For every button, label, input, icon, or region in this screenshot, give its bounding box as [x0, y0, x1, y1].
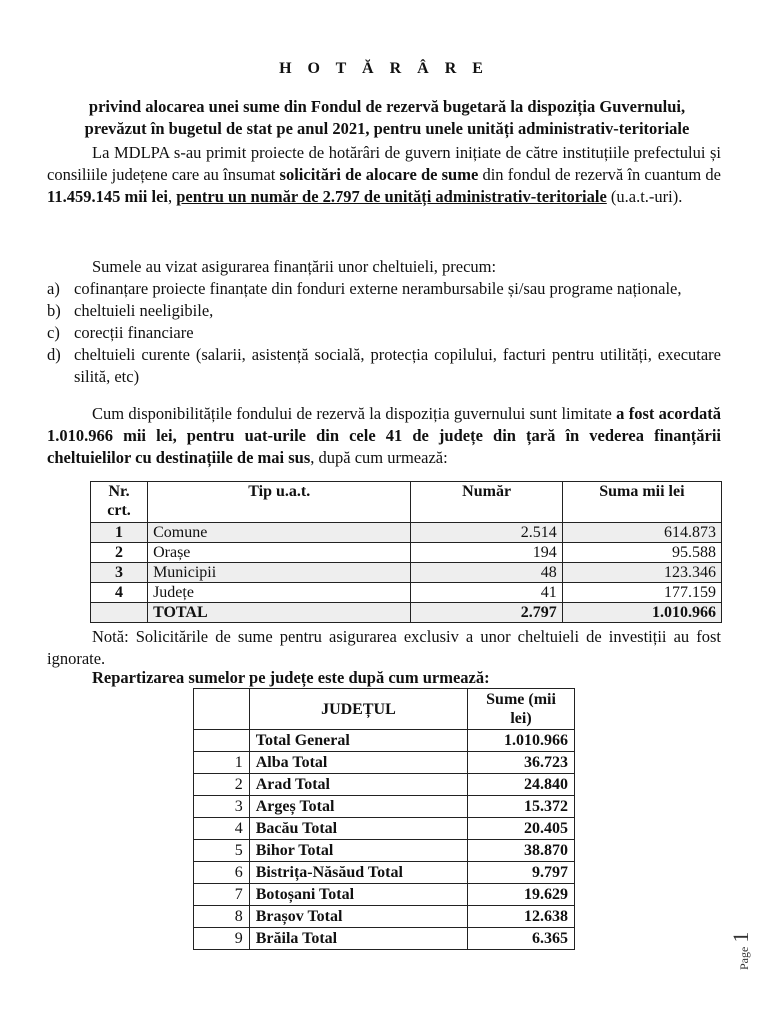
cell-count: 48	[411, 563, 562, 583]
col-header-count: Număr	[411, 482, 562, 523]
table-row	[194, 752, 575, 774]
cell-sum: 9.797	[468, 862, 575, 884]
cell-index: 2	[194, 774, 250, 796]
col-header-index	[194, 689, 250, 730]
cell-nr: 1	[91, 523, 148, 543]
subtitle-line-1: privind alocarea unei sume din Fondul de rezervă bugetară la dispoziția Guvernului,	[88, 97, 686, 116]
col-header-nr: Nr. crt.	[91, 482, 148, 523]
cell-county: Argeș Total	[249, 796, 467, 818]
table-total-row	[91, 603, 722, 623]
table-row	[194, 884, 575, 906]
cell-type: Județe	[148, 583, 411, 603]
cell-sum: 614.873	[562, 523, 721, 543]
allocation-paragraph	[47, 403, 721, 469]
cell-county: Arad Total	[249, 774, 467, 796]
para1-text: ,	[168, 187, 177, 206]
list-item	[47, 322, 721, 344]
expenses-intro: Sumele au vizat asigurarea finanțării unor cheltuieli, precum:	[92, 257, 497, 276]
para3-bold-allocation: a fost acordată 1.010.966 mii lei, pentru uat-urile din cele 41 de județe din țară în vederea finanțării cheltuielilor cu destinațiile de mai sus	[47, 404, 721, 467]
cell-index: 8	[194, 906, 250, 928]
cell-nr: 4	[91, 583, 148, 603]
para3-text: Cum disponibilitățile fondului de rezervă la dispoziția guvernului sunt limitate	[92, 404, 617, 423]
list-item	[47, 344, 721, 388]
intro-paragraph	[47, 142, 721, 208]
cell-sum: 20.405	[468, 818, 575, 840]
para1-text: (u.a.t.-uri).	[606, 187, 683, 206]
cell-county: Brăila Total	[249, 928, 467, 950]
list-item	[47, 300, 721, 322]
cell-count: 2.514	[411, 523, 562, 543]
list-marker: d)	[47, 345, 61, 364]
cell-county: Total General	[249, 730, 467, 752]
cell-index: 9	[194, 928, 250, 950]
para1-text: din fondul de rezervă în cuantum de	[478, 165, 721, 184]
uat-type-table	[90, 481, 722, 623]
distribution-heading: Repartizarea sumelor pe județe este după cum urmează:	[92, 668, 490, 687]
cell-sum: 15.372	[468, 796, 575, 818]
list-item	[47, 278, 721, 300]
cell-nr	[91, 603, 148, 623]
cell-sum: 95.588	[562, 543, 721, 563]
cell-type: Orașe	[148, 543, 411, 563]
cell-sum: 24.840	[468, 774, 575, 796]
cell-sum: 38.870	[468, 840, 575, 862]
table-row	[194, 928, 575, 950]
cell-index: 5	[194, 840, 250, 862]
cell-index: 4	[194, 818, 250, 840]
cell-type: Municipii	[148, 563, 411, 583]
cell-sum: 177.159	[562, 583, 721, 603]
cell-nr: 2	[91, 543, 148, 563]
para1-underlined-count: pentru un număr de 2.797 de unități administrativ-teritoriale	[176, 187, 607, 206]
table-row	[194, 818, 575, 840]
county-distribution-table	[193, 688, 575, 950]
para1-bold-amount: 11.459.145 mii lei	[47, 187, 168, 206]
cell-type: Comune	[148, 523, 411, 543]
total-general-row	[194, 730, 575, 752]
col-header-type: Tip u.a.t.	[148, 482, 411, 523]
cell-county: Bistrița-Năsăud Total	[249, 862, 467, 884]
table-row	[91, 523, 722, 543]
table-row	[91, 543, 722, 563]
list-text: cheltuieli curente (salarii, asistență socială, protecția copilului, facturi pentru utilități, executare silită, etc)	[74, 345, 721, 386]
list-text: corecții financiare	[74, 323, 194, 342]
cell-count: 41	[411, 583, 562, 603]
cell-index: 7	[194, 884, 250, 906]
list-marker: a)	[47, 279, 60, 298]
table-header-row	[194, 689, 575, 730]
table-row	[194, 774, 575, 796]
list-text: cheltuieli neeligibile,	[74, 301, 214, 320]
para1-text: La MDLPA s-au primit proiecte de hotărâri de guvern inițiate de către instituțiile prefectului și consiliile județene care au însumat	[47, 143, 721, 184]
document-subtitle	[40, 96, 734, 140]
cell-sum: 6.365	[468, 928, 575, 950]
table-row	[194, 796, 575, 818]
page-label: Page	[737, 946, 751, 970]
cell-index: 3	[194, 796, 250, 818]
table-row	[194, 840, 575, 862]
cell-index: 6	[194, 862, 250, 884]
cell-county: Bacău Total	[249, 818, 467, 840]
cell-county: Botoșani Total	[249, 884, 467, 906]
list-marker: b)	[47, 301, 61, 320]
note-paragraph: Notă: Solicitările de sume pentru asigurarea exclusiv a unor cheltuieli de investiții au fost ignorate.	[47, 627, 721, 668]
para3-text: , după cum urmează:	[310, 448, 448, 467]
table-row	[194, 906, 575, 928]
table-header-row	[91, 482, 722, 523]
para1-bold-requests: solicitări de alocare de sume	[279, 165, 479, 184]
cell-county: Brașov Total	[249, 906, 467, 928]
cell-total-sum: 1.010.966	[562, 603, 721, 623]
col-header-sums: Sume (mii lei)	[468, 689, 575, 730]
page-number	[728, 910, 758, 970]
cell-sum: 36.723	[468, 752, 575, 774]
cell-nr: 3	[91, 563, 148, 583]
cell-index: 1	[194, 752, 250, 774]
cell-sum: 19.629	[468, 884, 575, 906]
cell-sum: 123.346	[562, 563, 721, 583]
col-header-county: JUDEȚUL	[249, 689, 467, 730]
expenses-list	[47, 278, 721, 388]
subtitle-line-2: prevăzut în bugetul de stat pe anul 2021, pentru unele unități administrativ-teritoriale	[84, 119, 690, 138]
col-header-sum: Suma mii lei	[562, 482, 721, 523]
page-number-value: 1	[728, 931, 753, 943]
document-title: H O T Ă R Â R E	[279, 60, 489, 77]
cell-index	[194, 730, 250, 752]
cell-county: Bihor Total	[249, 840, 467, 862]
cell-total-count: 2.797	[411, 603, 562, 623]
list-marker: c)	[47, 323, 60, 342]
cell-count: 194	[411, 543, 562, 563]
table-row	[91, 563, 722, 583]
table-row	[194, 862, 575, 884]
cell-county: Alba Total	[249, 752, 467, 774]
table-row	[91, 583, 722, 603]
cell-total-label: TOTAL	[148, 603, 411, 623]
cell-sum: 1.010.966	[468, 730, 575, 752]
cell-sum: 12.638	[468, 906, 575, 928]
list-text: cofinanțare proiecte finanțate din fonduri externe nerambursabile și/sau programe naționale,	[74, 279, 682, 298]
